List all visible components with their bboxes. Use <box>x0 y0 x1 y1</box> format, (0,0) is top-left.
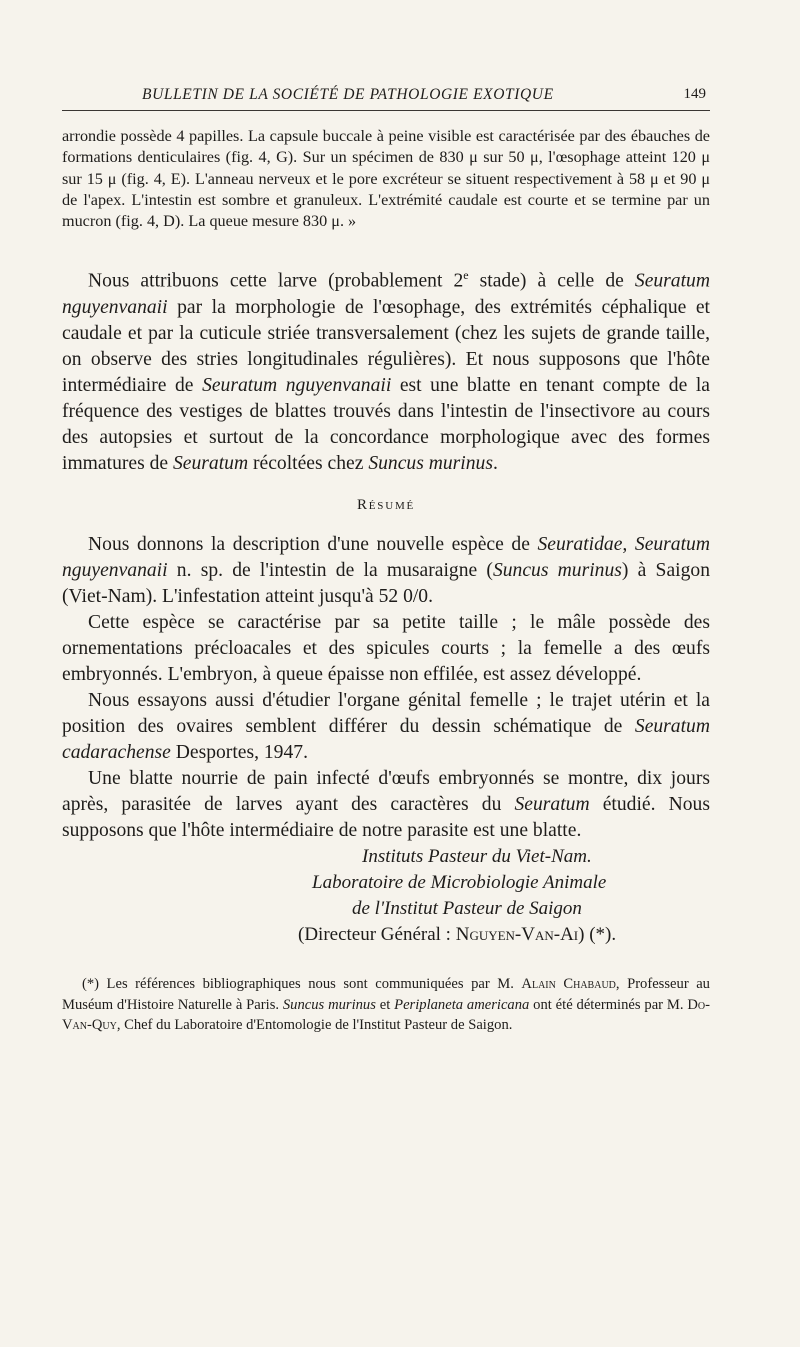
text-run: ) (*). <box>578 924 617 946</box>
species-name: Seuratum nguyenvanaii <box>62 271 710 319</box>
page-header <box>62 80 710 111</box>
resume-paragraph-2: Cette espèce se caractérise par sa petite taille ; le mâle possède des ornementations précloacales et des spicules courts ; la femelle a des œufs embryonnés. L'embryon, à queue épaisse non effilée, est assez développé. <box>62 612 710 686</box>
affiliation-line: Laboratoire de Microbiologie Animale <box>312 872 607 894</box>
species-name: Seuratum nguyenvanaii <box>62 534 710 582</box>
resume-heading: Résumé <box>356 497 416 514</box>
text-run: (*) Les références bibliographiques nous sont communiquées par M. <box>82 976 522 993</box>
text-run: ) à Saigon (Viet-Nam). L'infestation atteint jusqu'à 52 0/0. <box>62 560 710 608</box>
genus-name: Seuratum <box>514 794 590 816</box>
larva-description-paragraph: arrondie possède 4 papilles. La capsule buccale à peine visible est caractérisée par des ébauches de formations denticulaires (fig. 4, G). Sur un spécimen de 830 μ sur 50 μ, l'œsophage atteint 120 μ sur 15 μ (fig. 4, E). L'anneau nerveux et le pore excréteur se situent respectivement à 58 μ et 90 μ de l'apex. L'intestin est sombre et granuleux. L'extrémité caudale est courte et se termine par un mucron (fig. 4, D). La queue mesure 830 μ. » <box>62 127 710 231</box>
text-run: (Directeur Général : <box>298 924 456 946</box>
resume-paragraph-3 <box>62 688 710 766</box>
text-run: Nous essayons aussi d'étudier l'organe génital femelle ; le trajet utérin et la position des ovaires semblent différer du dessin schématique de <box>62 690 710 738</box>
text-run: , Chef du Laboratoire d'Entomologie de l'Institut Pasteur de Saigon. <box>116 1017 513 1034</box>
text-run: Desportes, 1947. <box>170 742 308 764</box>
text-run: , Professeur au Muséum d'Histoire Naturelle à Paris. <box>62 976 710 1013</box>
resume-paragraph-1 <box>62 532 710 610</box>
affiliation-line: Instituts Pasteur du Viet-Nam. <box>362 846 592 868</box>
text-run: Nous donnons la description d'une nouvelle espèce de <box>88 534 538 556</box>
text-run: est une blatte en tenant compte de la fréquence des vestiges de blattes trouvés dans l'intestin de l'insectivore au cours des autopsies et surtout de la concordance morphologique avec des formes immatures de <box>62 375 710 475</box>
text-run <box>627 534 635 555</box>
species-name: Periplaneta americana <box>394 996 530 1013</box>
species-name: Seuratum nguyenvanaii <box>202 375 392 397</box>
text-run: stade) à celle de <box>468 271 635 293</box>
text-run: n. sp. de l'intestin de la musaraigne ( <box>167 560 493 582</box>
resume-paragraph-4 <box>62 766 710 844</box>
species-name: Suncus murinus <box>282 996 376 1013</box>
text-run: récoltées chez <box>248 453 369 475</box>
text-run: . <box>492 453 498 475</box>
genus-name: Seuratum <box>173 453 249 475</box>
species-name: Suncus murinus <box>368 453 493 475</box>
article-body <box>62 126 710 1036</box>
text-run: par la morphologie de l'œsophage, des extrémités céphalique et caudale et par la cuticule striée transversalement (chez les sujets de grande taille, on observe des stries longitudinales régulières). Et nous supposons que l'hôte intermédiaire de <box>62 297 710 397</box>
page-number: 149 <box>683 86 706 102</box>
director-line <box>62 922 710 948</box>
host-species-name: Suncus murinus <box>492 560 622 582</box>
larva-attribution-paragraph <box>62 262 710 477</box>
text-run: Nous attribuons cette larve (probablement 2 <box>88 271 464 293</box>
person-name: Do-Van-Quy <box>62 996 710 1034</box>
affiliation-line: de l'Institut Pasteur de Saigon <box>352 898 582 920</box>
family-name: Seuratidae, <box>537 534 628 556</box>
text-run: étudié. Nous supposons que l'hôte intermédiaire de notre parasite est une blatte. <box>62 794 710 842</box>
text-run: Une blatte nourrie de pain infecté d'œufs embryonnés se montre, dix jours après, parasitée de larves ayant des caractères du <box>62 768 710 816</box>
person-name: Alain Chabaud <box>521 976 616 993</box>
footnote <box>62 974 710 1036</box>
ordinal-superscript: e <box>463 268 469 283</box>
text-run: ont été déterminés par M. <box>529 996 688 1013</box>
text-run: et <box>375 996 395 1013</box>
affiliation-block <box>62 844 710 948</box>
running-title: BULLETIN DE LA SOCIÉTÉ DE PATHOLOGIE EXOTIQUE <box>142 86 554 103</box>
director-name: Nguyen-Van-Ai <box>455 924 579 946</box>
species-name: Seuratum cadarachense <box>62 716 710 764</box>
